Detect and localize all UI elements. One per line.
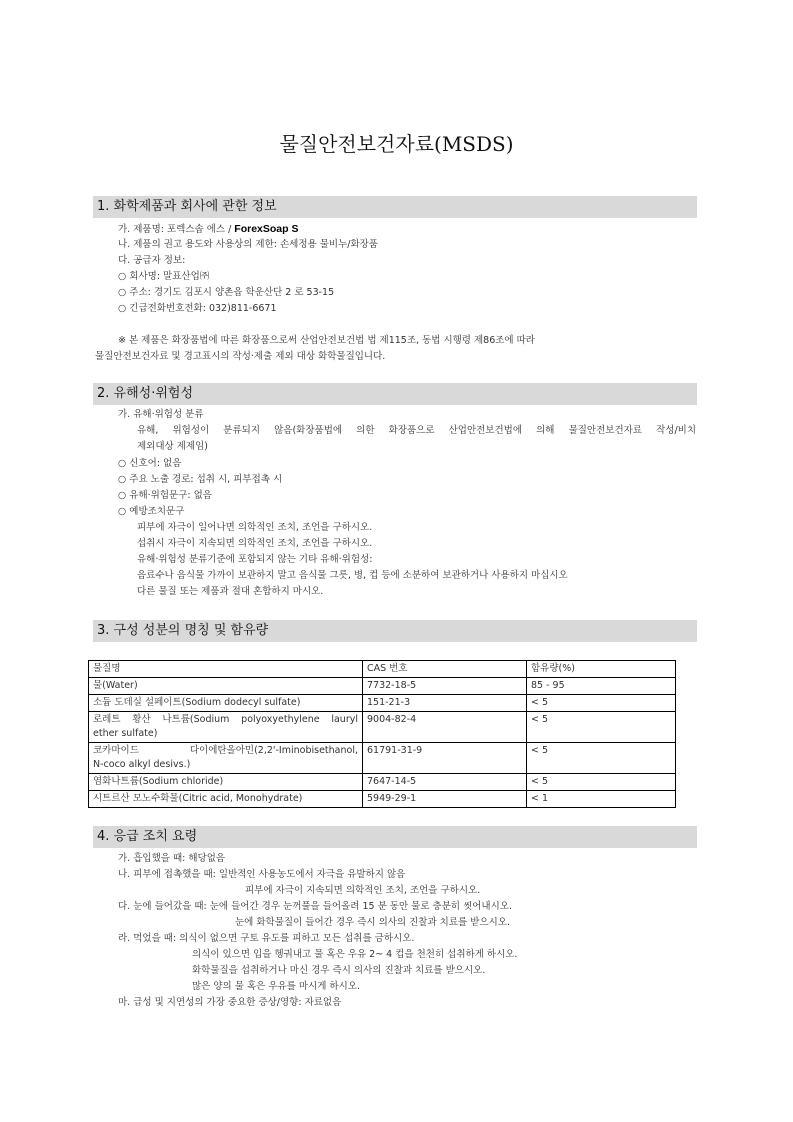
section-2-heading: 2. 유해성·위험성	[93, 383, 697, 405]
precaution-line: 다른 물질 또는 제품과 절대 혼합하지 마시오.	[137, 586, 324, 597]
hazard-class-text: 유해, 위험성이 분류되지 않음(화장품법에 의한 화장품으로 산업안전보건법에 의해 물질안전보건자료 작성/비치	[137, 425, 696, 436]
exposure-route-line: ○ 주요 노출 경로: 섭취 시, 피부접촉 시	[118, 474, 283, 485]
header-cas: CAS 번호	[363, 661, 527, 678]
cas-number: 61791-31-9	[363, 743, 527, 774]
hazard-class-text-cont: 제외대상 제제임)	[137, 441, 208, 452]
cas-number: 7647-14-5	[363, 774, 527, 791]
ingestion-line-cont: 의식이 있으면 입을 헹궈내고 물 혹은 우유 2~ 4 컵을 천천히 섭취하게 하시오.	[192, 949, 518, 960]
precaution-line: 섭취시 자극이 지속되면 의학적인 조치, 조언을 구하시오.	[137, 538, 373, 549]
cas-number: 5949-29-1	[363, 791, 527, 808]
substance-name-cell	[89, 743, 363, 774]
precaution-line: 유해·위험성 분류기준에 포함되지 않는 기타 유해·위험성:	[137, 554, 373, 565]
precaution-label: ○ 예방조치문구	[118, 506, 185, 517]
substance-name: 물(Water)	[89, 678, 363, 695]
company-name-line: ○ 회사명: 말표산업㈜	[118, 271, 210, 282]
substance-name: 코카마이드 다이에탄올아민(2,2'-Iminobisethanol,	[93, 745, 358, 756]
precaution-line: 음료수나 음식물 가까이 보관하지 말고 음식물 그릇, 병, 컵 등에 소분하여 보관하거나 사용하지 마십시오	[137, 570, 568, 581]
hazard-class-label: 가. 유해·위험성 분류	[118, 409, 204, 420]
eye-contact-line-cont: 눈에 화학물질이 들어간 경우 즉시 의사의 진찰과 치료를 받으시오.	[235, 917, 510, 928]
substance-name-cell	[89, 712, 363, 743]
table-row	[89, 678, 676, 695]
content-percent: 85 - 95	[527, 678, 676, 695]
substance-name: 염화나트륨(Sodium chloride)	[89, 774, 363, 791]
product-name-line	[118, 222, 298, 237]
usage-line: 나. 제품의 권고 용도와 사용상의 제한: 손세정용 물비누/화장품	[118, 239, 378, 250]
content-percent: < 5	[527, 695, 676, 712]
skin-contact-line: 나. 피부에 접촉했을 때: 일반적인 사용농도에서 자극을 유발하지 않음	[118, 869, 406, 880]
hazard-statement-line: ○ 유해·위험문구: 없음	[118, 490, 212, 501]
supplier-label: 다. 공급자 정보:	[118, 255, 186, 266]
eye-contact-line: 다. 눈에 들어갔을 때: 눈에 들어간 경우 눈꺼풀을 들어올려 15 분 동안 물로 충분히 씻어내시오.	[118, 901, 512, 912]
ingestion-line-cont: 화학물질을 섭취하거나 마신 경우 즉시 의사의 진찰과 치료를 받으시오.	[192, 965, 486, 976]
cas-number: 9004-82-4	[363, 712, 527, 743]
content-percent: < 5	[527, 743, 676, 774]
product-name: ForexSoap S	[234, 223, 299, 235]
cas-number: 151-21-3	[363, 695, 527, 712]
cas-number: 7732-18-5	[363, 678, 527, 695]
address-line: ○ 주소: 경기도 김포시 양촌읍 학운산단 2 로 53-15	[118, 287, 335, 298]
table-header-row	[89, 661, 676, 678]
exemption-note-line1: ※ 본 제품은 화장품법에 따른 화장품으로써 산업안전보건법 법 제115조, 동법 시행령 제86조에 따라	[118, 335, 535, 346]
header-substance: 물질명	[89, 661, 363, 678]
substance-name: 시트르산 모노수화물(Citric acid, Monohydrate)	[89, 791, 363, 808]
table-row	[89, 743, 676, 774]
inhalation-line: 가. 흡입했을 때: 해당없음	[118, 853, 226, 864]
ingestion-line: 라. 먹었을 때: 의식이 없으면 구토 유도를 피하고 모든 섭취를 금하시오.	[118, 933, 415, 944]
product-label: 가. 제품명: 포렉스솝 에스 /	[118, 224, 235, 235]
section-1-heading: 1. 화학제품과 회사에 관한 정보	[93, 196, 697, 218]
substance-name: 소듐 도데실 설페이트(Sodium dodecyl sulfate)	[89, 695, 363, 712]
skin-contact-line-cont: 피부에 자극이 지속되면 의학적인 조치, 조언을 구하시오.	[245, 885, 481, 896]
section-4-heading: 4. 응급 조치 요령	[93, 826, 697, 848]
table-row	[89, 695, 676, 712]
document-title: 물질안전보건자료(MSDS)	[279, 132, 514, 156]
ingestion-line-cont: 많은 양의 물 혹은 우유를 마시게 하시오.	[192, 981, 360, 992]
table-row	[89, 791, 676, 808]
table-row	[89, 774, 676, 791]
exemption-note-line2: 물질안전보건자료 및 경고표시의 작성·제출 제외 대상 화학물질입니다.	[95, 351, 386, 362]
content-percent: < 5	[527, 712, 676, 743]
substance-name-cont: ether sulfate)	[93, 728, 158, 739]
table-row	[89, 712, 676, 743]
precaution-line: 피부에 자극이 일어나면 의학적인 조치, 조언을 구하시오.	[137, 522, 373, 533]
content-percent: < 1	[527, 791, 676, 808]
substance-name: 로레트 황산 나트륨(Sodium polyoxyethylene lauryl	[93, 714, 358, 725]
composition-table	[88, 660, 676, 808]
content-percent: < 5	[527, 774, 676, 791]
header-content: 함유량(%)	[527, 661, 676, 678]
signal-word-line: ○ 신호어: 없음	[118, 458, 182, 469]
emergency-phone-line: ○ 긴급전화번호전화: 032)811-6671	[118, 303, 277, 314]
symptoms-line: 마. 급성 및 지연성의 가장 중요한 증상/영향: 자료없음	[118, 997, 342, 1008]
section-3-heading: 3. 구성 성분의 명칭 및 함유량	[93, 620, 697, 642]
substance-name-cont: N-coco alkyl desivs.)	[93, 759, 191, 770]
